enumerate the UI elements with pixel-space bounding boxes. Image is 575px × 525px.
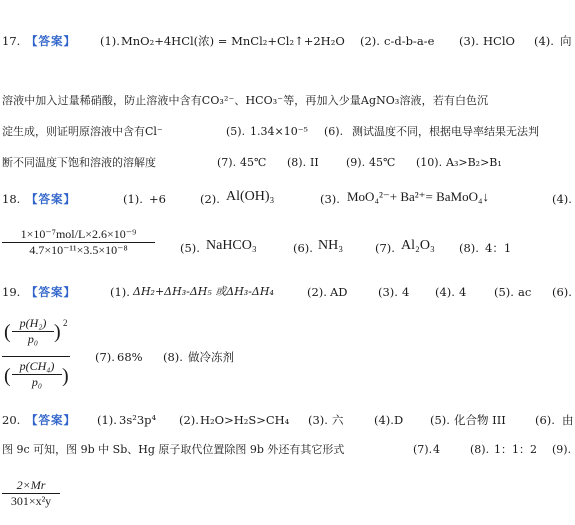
q20-a2: H₂O>H₂S>CH₄ xyxy=(200,413,290,427)
q18-a5: NaHCO₃ xyxy=(206,238,257,253)
q20-a6-start: 由 xyxy=(562,413,574,427)
q17-a2-label: (2). xyxy=(360,34,380,48)
q17-a1-label: (1). xyxy=(100,34,120,48)
q17-line-3-text-b: 测试温度不同，根据电导率结果无法判 xyxy=(352,125,539,138)
q19-top-fraction xyxy=(12,316,54,347)
q19-bottom-denominator: p₀ xyxy=(31,375,43,389)
q17-a7: 45℃ xyxy=(240,156,267,169)
q18-a4-label: (4). xyxy=(552,192,572,206)
q19-a3: 4 xyxy=(402,285,410,299)
q17-a5-label: (5). xyxy=(226,125,246,138)
q20-a1-label: (1). xyxy=(97,413,117,427)
q17-answer-tag: 【答案】 xyxy=(26,34,76,48)
q19-top-denominator: p₀ xyxy=(27,332,39,346)
q18-a1: +6 xyxy=(149,192,166,206)
q19-a2-label: (2). xyxy=(307,285,327,299)
q18-a8: 4：1 xyxy=(485,241,512,255)
q20-a2-label: (2). xyxy=(179,413,199,427)
q17-a10-label: (10). xyxy=(416,156,443,169)
q18-a3: MoO₄²⁻+ Ba²⁺= BaMoO₄↓ xyxy=(347,189,490,204)
q18-a3-label: (3). xyxy=(320,192,340,206)
q17-a8: II xyxy=(310,156,319,169)
q17-a4-start: 向 xyxy=(560,34,572,48)
q20-number: 20. xyxy=(2,413,21,427)
q19-a6-label: (6). xyxy=(552,285,572,299)
paren-close: ) xyxy=(62,365,69,387)
q19-number: 19. xyxy=(2,285,21,299)
q19-bottom-numerator: p(CH₄) xyxy=(19,359,55,373)
q20-a3-label: (3). xyxy=(308,413,328,427)
q18-a2-label: (2). xyxy=(200,192,220,206)
q19-a1-label: (1). xyxy=(110,285,130,299)
q17-a9: 45℃ xyxy=(369,156,396,169)
q19-a7: 68% xyxy=(117,350,143,364)
q19-a2: AD xyxy=(330,285,348,299)
q20-a6-label: (6). xyxy=(535,413,555,427)
q18-a6-label: (6). xyxy=(293,241,313,255)
q19-a8: 做冷冻剂 xyxy=(188,350,234,364)
q17-a9-label: (9). xyxy=(346,156,366,169)
q20-a4: D xyxy=(394,413,404,427)
q19-a4-label: (4). xyxy=(435,285,455,299)
paren-open: ( xyxy=(4,321,11,343)
q18-a7-label: (7). xyxy=(375,241,395,255)
q18-fraction-numerator: 1×10⁻⁷mol/L×2.6×10⁻⁹ xyxy=(20,227,137,241)
main-fraction-bar xyxy=(2,356,70,357)
q18-fraction-denominator: 4.7×10⁻¹¹×3.5×10⁻⁸ xyxy=(29,243,128,257)
q20-a8-label: (8). xyxy=(470,443,490,456)
q18-a7: Al₂O₃ xyxy=(401,238,435,253)
q18-a8-label: (8). xyxy=(459,241,479,255)
q20-a5-label: (5). xyxy=(430,413,450,427)
q19-a6-fraction xyxy=(2,316,72,398)
q19-a3-label: (3). xyxy=(378,285,398,299)
q17-a3: HClO xyxy=(483,34,515,48)
q19-a5: ac xyxy=(518,285,532,299)
q17-a5: 1.34×10⁻⁵ xyxy=(250,125,308,138)
q20-a4-label: (4). xyxy=(374,413,394,427)
q20-a8: 1：1：2 xyxy=(494,443,537,456)
q17-a10: A₃>B₂>B₁ xyxy=(446,156,502,169)
q17-a1-equation: MnO₂+4HCl(浓) = MnCl₂+Cl₂↑+2H₂O xyxy=(121,34,345,48)
q17-a8-label: (8). xyxy=(287,156,307,169)
q18-a2: Al(OH)₃ xyxy=(226,189,275,204)
paren-open: ( xyxy=(4,365,11,387)
q18-a5-label: (5). xyxy=(180,241,200,255)
q17-line-2-text: 溶液中加入过量稀硝酸，防止溶液中含有CO₃²⁻、HCO₃⁻等，再加入少量AgNO₃溶液，若有白色沉 xyxy=(2,94,489,107)
q17-number: 17. xyxy=(2,34,21,48)
q20-a5: 化合物 III xyxy=(454,413,506,427)
q19-a8-label: (8). xyxy=(163,350,183,364)
q18-answer-tag: 【答案】 xyxy=(26,192,76,206)
q17-a2: c-d-b-a-e xyxy=(384,34,435,48)
q19-answer-tag: 【答案】 xyxy=(26,285,76,299)
q20-answer-tag: 【答案】 xyxy=(26,413,76,427)
q19-top-power: 2 xyxy=(63,318,68,328)
q19-bottom-fraction xyxy=(12,359,62,390)
q19-top-numerator: p(H₂) xyxy=(19,316,47,330)
q19-a4: 4 xyxy=(459,285,467,299)
q18-a6: NH₃ xyxy=(318,238,344,253)
q17-a7-label: (7). xyxy=(217,156,237,169)
q18-a4-fraction xyxy=(2,227,155,258)
q20-line-2-text: 图 9c 可知，图 9b 中 Sb、Hg 原子取代位置除图 9b 外还有其它形式 xyxy=(2,443,345,456)
q19-a1: ΔH₂+ΔH₃-ΔH₅ 或ΔH₃-ΔH₄ xyxy=(133,285,274,298)
q20-fraction-denominator: 301×x²y xyxy=(10,494,52,508)
q20-a1: 3s²3p⁴ xyxy=(119,413,157,427)
q18-number: 18. xyxy=(2,192,21,206)
q17-a6-label: (6). xyxy=(324,125,344,138)
q19-a5-label: (5). xyxy=(494,285,514,299)
q17-line-4-text: 断不同温度下饱和溶液的溶解度 xyxy=(2,156,156,169)
q20-a9-fraction xyxy=(2,478,60,509)
q20-a9-label: (9). xyxy=(552,443,572,456)
q17-a4-label: (4). xyxy=(534,34,554,48)
q17-line-3-text: 淀生成，则证明原溶液中含有Cl⁻ xyxy=(2,125,163,138)
q20-fraction-numerator: 2×Mr xyxy=(16,478,46,492)
paren-close: ) xyxy=(54,321,61,343)
q18-a1-label: (1). xyxy=(123,192,143,206)
q20-a3: 六 xyxy=(332,413,344,427)
q19-a7-label: (7). xyxy=(95,350,115,364)
q20-a7: 4 xyxy=(433,443,440,456)
q17-a3-label: (3). xyxy=(459,34,479,48)
q20-a7-label: (7). xyxy=(413,443,433,456)
